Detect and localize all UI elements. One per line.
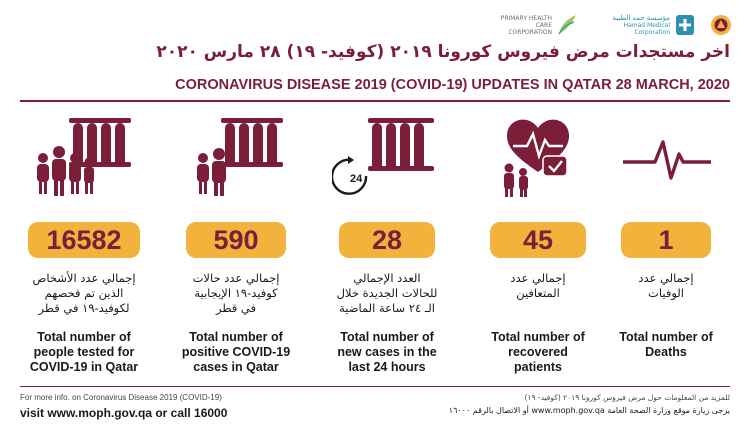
footer-visit-ar: يرجى زيارة موقع وزارة الصحة العامة www.moph.gov.qa أو الاتصال بالرقم ١٦٠٠٠	[448, 406, 730, 415]
hmc-logo	[592, 12, 696, 38]
hmc-logo-arabic: مؤسسة حمد الطبية	[612, 13, 670, 22]
stat-deaths-value: 1	[621, 222, 711, 258]
stat-new-cases	[321, 108, 453, 378]
recovered-heart-icon	[483, 110, 593, 200]
stat-recovered-label-en: Total number of recovered patients	[491, 330, 585, 374]
people-test-tubes-icon	[29, 110, 139, 200]
footer-visit-en: visit www.moph.gov.qa or call 16000	[20, 406, 228, 420]
24-hour-test-tubes-icon	[332, 110, 442, 200]
stat-new-cases-label-ar: العدد الإجمالي للحالات الجديدة خلال الـ ٢٤ ساعة الماضية	[336, 271, 438, 315]
hmc-emblem-icon	[674, 12, 696, 38]
stats-row	[18, 108, 732, 378]
qatar-emblem-icon	[710, 12, 732, 38]
footer-info-en: For more info. on Coronavirus Disease 2019 (COVID-19)	[20, 393, 222, 402]
stat-tested-label-en: Total number of people tested for COVID-19 in Qatar	[29, 330, 139, 374]
stat-deaths-label-ar: إجمالي عدد الوفيات	[638, 271, 694, 300]
stat-positive-value: 590	[186, 222, 286, 258]
title-english: CORONAVIRUS DISEASE 2019 (COVID-19) UPDATES IN QATAR 28 MARCH, 2020	[175, 77, 730, 93]
stat-positive-label-en: Total number of positive COVID-19 cases in Qatar	[181, 330, 291, 374]
stat-new-cases-label-en: Total number of new cases in the last 24 hours	[337, 330, 437, 374]
phcc-leaf-icon	[556, 12, 578, 38]
stat-recovered-value: 45	[490, 222, 586, 258]
svg-text:24: 24	[350, 173, 363, 185]
stat-deaths-label-en: Total number of Deaths	[619, 330, 713, 359]
stat-positive-label-ar: إجمالي عدد حالات كوفيد-١٩ الإيجابية في قطر	[192, 271, 280, 315]
stat-positive	[170, 108, 302, 378]
stat-tested-label-ar: إجمالي عدد الأشخاص الذين تم فحصهم لكوفيد-١٩ في قطر	[32, 271, 136, 315]
footer-info-ar: للمزيد من المعلومات حول مرض فيروس كورونا ٢٠١٩ (كوفيد- ١٩)	[524, 393, 730, 402]
header-divider	[20, 100, 730, 102]
people-test-tubes-positive-icon	[181, 110, 291, 200]
heartbeat-line-icon	[611, 110, 721, 200]
phcc-logo-text: PRIMARY HEALTH CARE CORPORATION	[500, 14, 552, 36]
stat-new-cases-value: 28	[339, 222, 435, 258]
logo-bar	[492, 8, 732, 42]
qatar-emblem-logo	[710, 12, 732, 38]
stat-recovered-label-ar: إجمالي عدد المتعافين	[510, 271, 566, 300]
title-arabic: اخر مستجدات مرض فيروس كورونا ٢٠١٩ (كوفيد- ١٩) ٢٨ مارس ٢٠٢٠	[156, 42, 730, 62]
stat-tested	[18, 108, 150, 378]
phcc-logo	[492, 12, 578, 38]
stat-deaths	[600, 108, 732, 378]
stat-recovered	[472, 108, 604, 378]
stat-tested-value: 16582	[28, 222, 140, 258]
hmc-logo-english: Hamad Medical Corporation	[623, 21, 670, 36]
footer-divider	[20, 386, 730, 387]
